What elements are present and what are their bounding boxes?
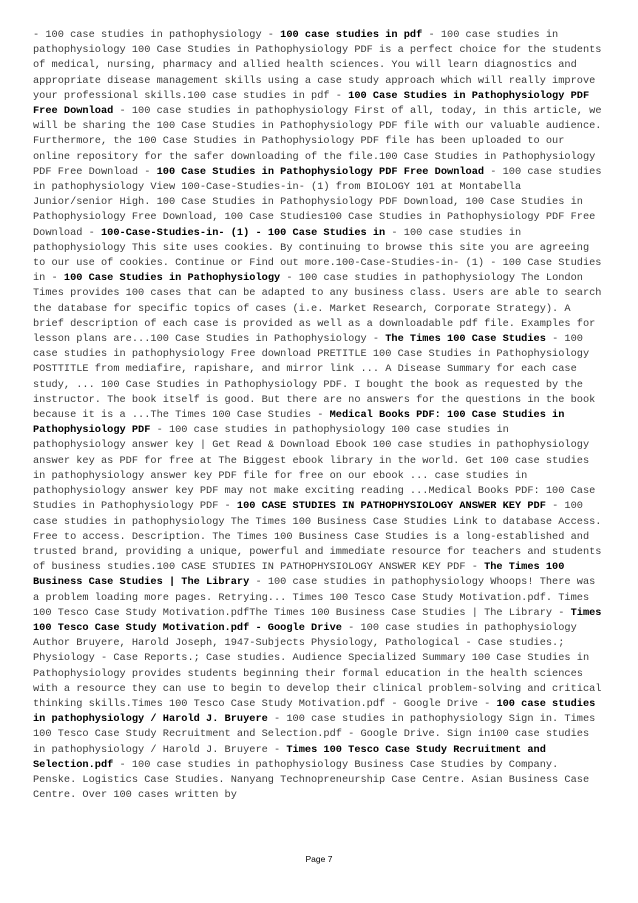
text-run: - 100 case studies in pathophysiology Sign in. Times 100 Tesco Case Study Recruitment and Selection.pdf - Google Drive. Sign in100 case studies in pathophysiology / Harold J. Bruyere - bbox=[33, 713, 596, 756]
bold-heading-run: Times 100 Tesco Case Study Recruitment and Selection.pdf bbox=[33, 743, 546, 771]
text-run: - 100 case studies in pathophysiology This site uses cookies. By continuing to browse this site you are agreeing to our use of cookies. Continue or Find out more.100-Case-Studies-in- (1) - 100 Case Studies in - bbox=[33, 226, 602, 285]
text-run: - 100 case studies in pathophysiology The Times 100 Business Case Studies Link to database Access. Free to access. Description. The Times 100 Business Case Studies is a long-established and trusted brand, providing a unique, powerful and immediate resource for teachers and students of business studies.100 CASE STUDIES IN PATHOPHYSIOLOGY ANSWER KEY PDF - bbox=[33, 500, 602, 574]
document-body-text bbox=[33, 28, 605, 803]
text-run: - 100 case studies in pathophysiology 100 Case Studies in Pathophysiology PDF is a perfect choice for the students of medical, nursing, pharmacy and allied health sciences. You will learn diagnostics and appropriate disease management skills using a case study approach which will really improve your professional skills.100 case studies in pdf - bbox=[33, 29, 602, 102]
page-number: Page 7 bbox=[305, 854, 333, 864]
text-run: - 100 case studies in pathophysiology Free download PRETITLE 100 Case Studies in Pathophysiology POSTTITLE from mediafire, rapishare, and mirror link ... A Disease Summary for each case study, ... 100 Case Studies in Pathophysiology PDF. I bought the book as requested by the instructor. The book itself is good. But there are no answers for the questions in the book because it is a ...The Times 100 Case Studies - bbox=[33, 333, 596, 422]
bold-heading-run: 100-Case-Studies-in- (1) - 100 Case Studies in bbox=[100, 226, 386, 239]
bold-heading-run: Medical Books PDF: 100 Case Studies in Pathophysiology PDF bbox=[33, 409, 565, 437]
text-run: - 100 case studies in pathophysiology The London Times provides 100 cases that can be adapted to any business class. Users are able to search the database for specific topics of cases (i.e. Market Research, Corporate Strategy). A brief description of each case is provided as well as a downloadable pdf file. Examples for lesson plans are...100 Case Studies in Pathophysiology - bbox=[33, 272, 602, 346]
bold-heading-run: The Times 100 Business Case Studies | The Library bbox=[33, 561, 565, 589]
bold-heading-run: 100 Case Studies in Pathophysiology PDF Free Download bbox=[33, 89, 590, 118]
bold-heading-run: 100 Case Studies in Pathophysiology bbox=[63, 272, 281, 285]
text-run: - 100 case studies in pathophysiology Author Bruyere, Harold Joseph, 1947-Subjects Physiology, Pathological - Case studies.; Physiology - Case Reports.; Case studies. Audience Specialized Summary 100 Case Studies in Pathophysiology provides students beginning their formal education in the health sciences with a resource they can use to begin to develop their clinical problem-solving and critical thinking skills.Times 100 Tesco Case Study Motivation.pdf - Google Drive - bbox=[33, 621, 602, 710]
text-run: - 100 case studies in pathophysiology Whoops! There was a problem loading more pages. Retrying... Times 100 Tesco Case Study Motivation.pdf. Times 100 Tesco Case Study Motivation.pdfThe Times 100 Business Case Studies | The Library - bbox=[33, 576, 596, 619]
bold-heading-run: Times 100 Tesco Case Study Motivation.pdf - Google Drive bbox=[33, 606, 602, 634]
bold-heading-run: 100 Case Studies in Pathophysiology PDF Free Download bbox=[156, 165, 485, 178]
text-run: - 100 case studies in pathophysiology First of all, today, in this article, we will be sharing the 100 Case Studies in Pathophysiology PDF file with our valuable audience. Furthermore, the 100 Case Studies in Pathophysiology PDF file has been uploaded to our online repository for the safer downloading of the file.100 Case Studies in Pathophysiology PDF Free Download - bbox=[33, 105, 602, 178]
text-run: - 100 case studies in pathophysiology Business Case Studies by Company. Penske. Logistics Case Studies. Nanyang Technopreneurship Case Centre. Asian Business Case Centre. Over 100 cases written by bbox=[33, 758, 590, 802]
text-run: - 100 case studies in pathophysiology - bbox=[33, 29, 281, 41]
bold-heading-run: The Times 100 Case Studies bbox=[385, 333, 546, 346]
text-run: - 100 case studies in pathophysiology 100 case studies in pathophysiology answer key | Get Read & Download Ebook 100 case studies in pathophysiology answer key as PDF for free at The Biggest ebook library in the world. Get 100 case studies in pathophysiology answer key PDF file for free on our ebook ... case studies in pathophysiology answer key PDF may not make exciting reading ...Medical Books PDF: 100 Case Studies in Pathophysiology PDF - bbox=[33, 424, 596, 513]
text-run: - 100 case studies in pathophysiology View 100-Case-Studies-in- (1) from BIOLOGY 101 at Montabella Junior/senior High. 100 Case Studies in Pathophysiology PDF Download, 100 Case Studies in Pathophysiology Free Download, 100 Case Studies100 Case Studies in Pathophysiology PDF Free Download - bbox=[33, 165, 602, 239]
bold-heading-run: 100 case studies in pathophysiology / Harold J. Bruyere bbox=[33, 697, 596, 726]
bold-heading-run: 100 CASE STUDIES IN PATHOPHYSIOLOGY ANSWER KEY PDF bbox=[236, 500, 546, 513]
bold-heading-run: 100 case studies in pdf bbox=[280, 29, 423, 41]
